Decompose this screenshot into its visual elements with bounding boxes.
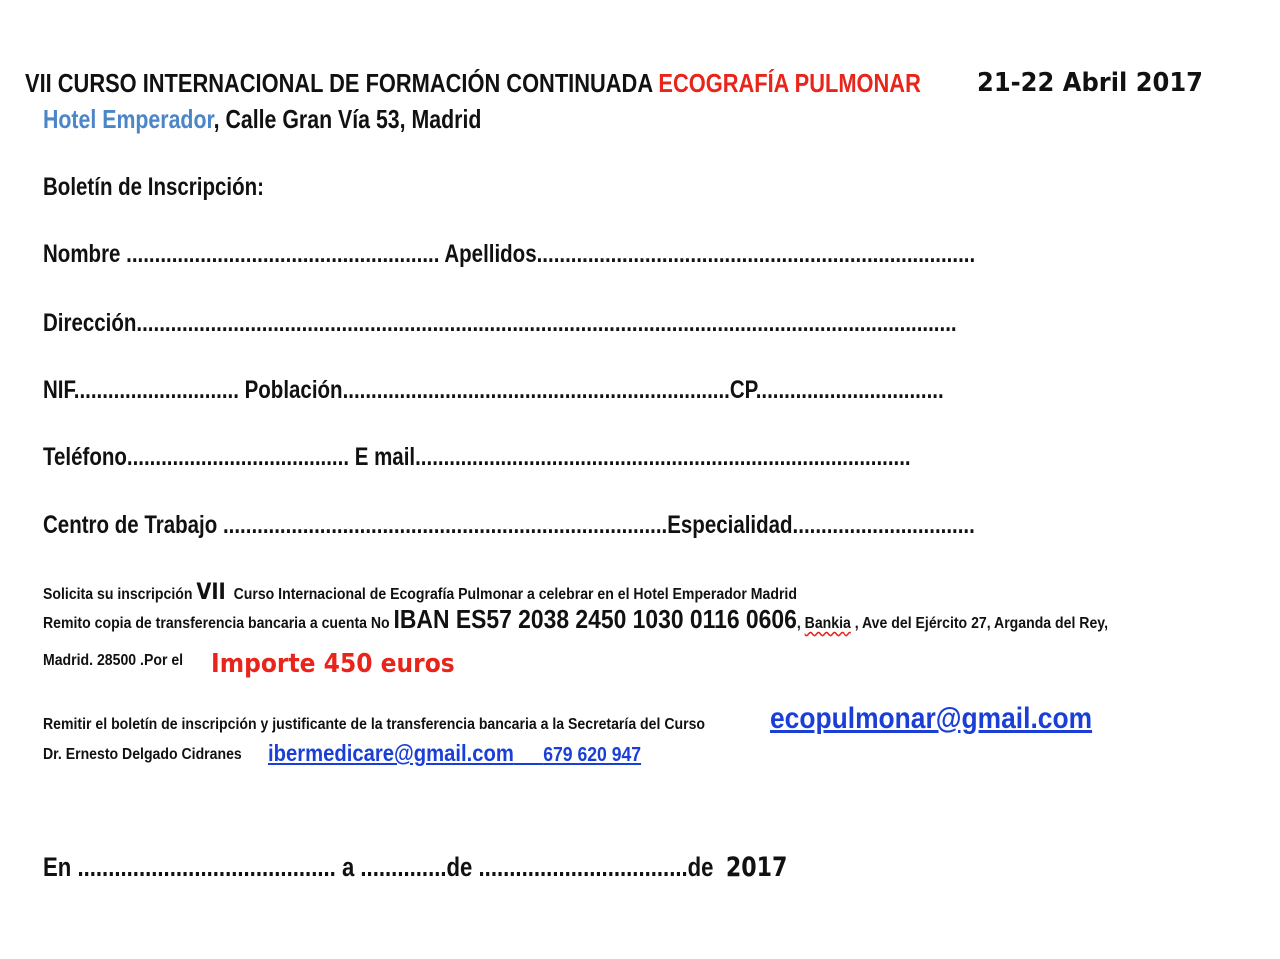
course-title — [25, 68, 1092, 99]
hotel-name: Hotel Emperador — [43, 104, 214, 134]
form-heading: Boletín de Inscripción: — [43, 173, 264, 201]
address-field[interactable]: Dirección................................................................................................................................................ — [43, 309, 957, 337]
transfer-text: Remito copia de transferencia bancaria a cuenta No — [43, 615, 390, 632]
phone-email-field[interactable]: Teléfono....................................... E mail....................................................................................... — [43, 443, 911, 471]
course-title-topic: ECOGRAFÍA PULMONAR — [658, 68, 921, 98]
venue-line — [43, 104, 578, 135]
remit-line: Remitir el boletín de inscripción y justificante de la transferencia bancaria a la Secretaría del Curso — [43, 716, 705, 733]
amount-line — [43, 652, 202, 670]
iban-number: IBAN ES57 2038 2450 1030 0116 0606 — [393, 604, 797, 634]
request-edition: VII — [196, 580, 226, 605]
course-date: 21-22 Abril 2017 — [977, 68, 1204, 98]
secretariat-email-link[interactable]: ecopulmonar@gmail.com — [770, 702, 1093, 735]
request-course: Curso Internacional de Ecografía Pulmonar a celebrar en el Hotel Emperador Madrid — [233, 586, 797, 603]
signature-year: 2017 — [725, 852, 788, 883]
request-line — [43, 580, 900, 605]
course-title-main: VII CURSO INTERNACIONAL DE FORMACIÓN CONTINUADA — [25, 68, 653, 98]
name-surname-field[interactable]: Nombre ....................................................... Apellidos............................................................................. — [43, 240, 976, 268]
bank-name: Bankia — [804, 615, 851, 632]
doctor-email-link[interactable]: ibermedicare@gmail.com — [268, 740, 514, 766]
amount-label: Madrid. 28500 .Por el — [43, 652, 184, 669]
workplace-specialty-field[interactable]: Centro de Trabajo ..............................................................................Especialidad................................ — [43, 511, 975, 539]
request-text: Solicita su inscripción — [43, 586, 193, 603]
transfer-line: Remito copia de transferencia bancaria a cuenta No IBAN ES57 2038 2450 1030 0116 0606, Bankia , Ave del Ejército 27, Arganda del Rey, — [43, 604, 1109, 634]
place-date-dots: En .......................................... a ..............de ..................................de — [43, 852, 714, 882]
doctor-phone[interactable]: 679 620 947 — [543, 744, 642, 766]
amount-value: Importe 450 euros — [211, 649, 455, 679]
hotel-address: , Calle Gran Vía 53, Madrid — [213, 104, 482, 134]
doctor-name: Dr. Ernesto Delgado Cidranes — [43, 746, 242, 763]
signature-date-line[interactable] — [43, 852, 951, 883]
doctor-contact[interactable] — [268, 740, 692, 767]
bank-address: , Ave del Ejército 27, Arganda del Rey, — [850, 615, 1109, 632]
doctor-line — [43, 746, 269, 764]
nif-town-cp-field[interactable]: NIF............................. Población....................................................................CP................................. — [43, 376, 944, 404]
